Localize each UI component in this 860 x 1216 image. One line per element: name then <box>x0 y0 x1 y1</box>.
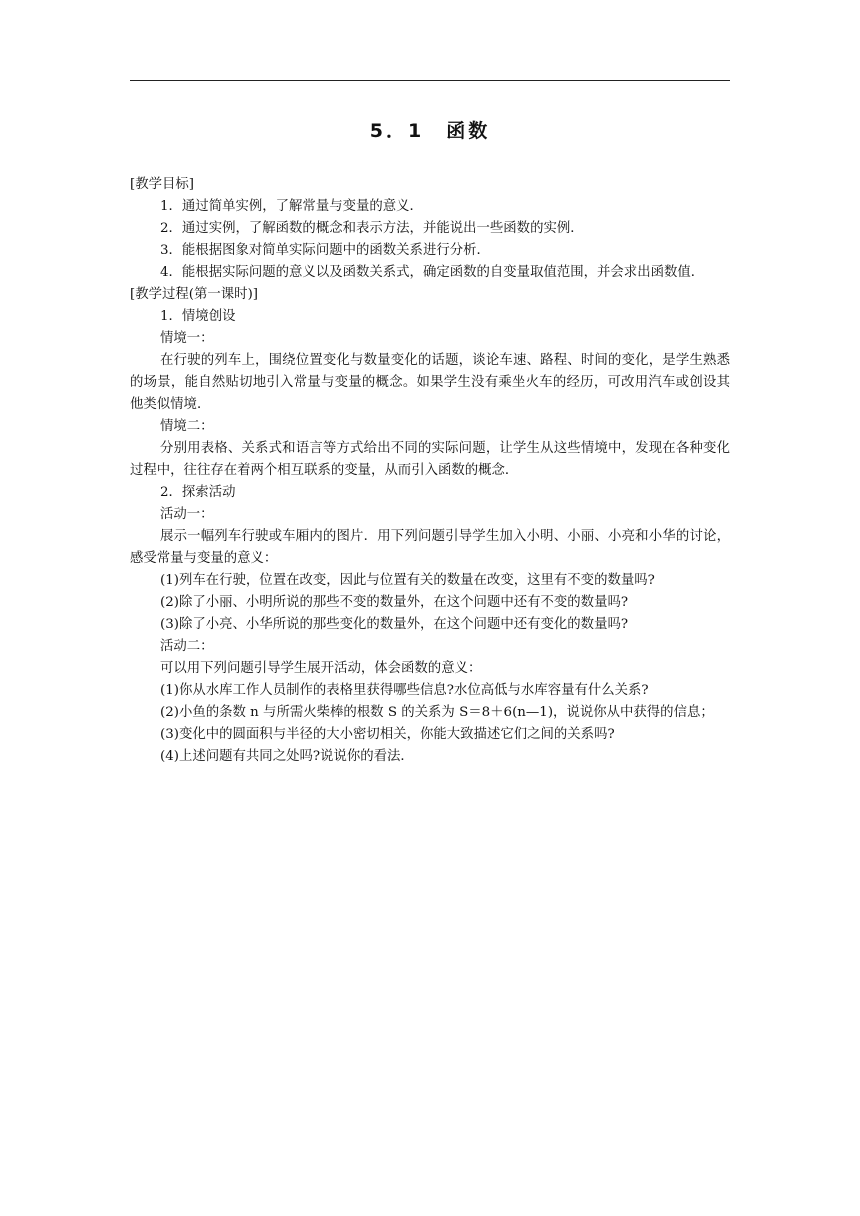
paragraph: 活动一： <box>160 507 214 522</box>
paragraph: 活动二： <box>160 639 214 654</box>
paragraph: 1．通过简单实例，了解常量与变量的意义． <box>160 199 423 214</box>
paragraph: 情境一： <box>160 331 214 346</box>
paragraph: 2．探索活动 <box>160 485 236 500</box>
paragraph: (2)除了小丽、小明所说的那些不变的数量外，在这个问题中还有不变的数量吗? <box>160 595 629 610</box>
paragraph: (1)列车在行驶，位置在改变，因此与位置有关的数量在改变，这里有不变的数量吗? <box>160 573 655 588</box>
paragraph: [教学过程(第一课时)] <box>130 287 259 302</box>
paragraph: 4．能根据实际问题的意义以及函数关系式，确定函数的自变量取值范围，并会求出函数值． <box>160 265 705 280</box>
paragraph: 1．情境创设 <box>160 309 236 324</box>
paragraph: (2)小鱼的条数 n 与所需火柴棒的根数 S 的关系为 S＝8＋6(n—1)，说说你从中获得的信息； <box>160 705 714 720</box>
paragraph: (4)上述问题有共同之处吗?说说你的看法． <box>160 749 414 764</box>
paragraph: 分别用表格、关系式和语言等方式给出不同的实际问题，让学生从这些情境中，发现在各种变化过程中，往往存在着两个相互联系的变量，从而引入函数的概念． <box>130 441 730 478</box>
page-title: 5．1 函数 <box>369 120 491 142</box>
header-rule <box>130 80 730 81</box>
paragraph: (1)你从水库工作人员制作的表格里获得哪些信息?水位高低与水库容量有什么关系? <box>160 683 649 698</box>
paragraph: (3)变化中的圆面积与半径的大小密切相关，你能大致描述它们之间的关系吗? <box>160 727 615 742</box>
paragraph: 展示一幅列车行驶或车厢内的图片．用下列问题引导学生加入小明、小丽、小亮和小华的讨论，感受常量与变量的意义： <box>130 529 730 566</box>
paragraph: 情境二： <box>160 419 214 434</box>
paragraph: [教学目标] <box>130 177 195 192</box>
paragraph: 可以用下列问题引导学生展开活动，体会函数的意义： <box>160 661 482 676</box>
paragraph: 2．通过实例，了解函数的概念和表示方法，并能说出一些函数的实例． <box>160 221 584 236</box>
paragraph: (3)除了小亮、小华所说的那些变化的数量外，在这个问题中还有变化的数量吗? <box>160 617 629 632</box>
document-body <box>130 174 730 768</box>
paragraph: 在行驶的列车上，围绕位置变化与数量变化的话题，谈论车速、路程、时间的变化，是学生熟悉的场景，能自然贴切地引入常量与变量的概念。如果学生没有乘坐火车的经历，可改用汽车或创设其他类似情境． <box>130 353 730 412</box>
paragraph: 3．能根据图象对简单实际问题中的函数关系进行分析． <box>160 243 490 258</box>
